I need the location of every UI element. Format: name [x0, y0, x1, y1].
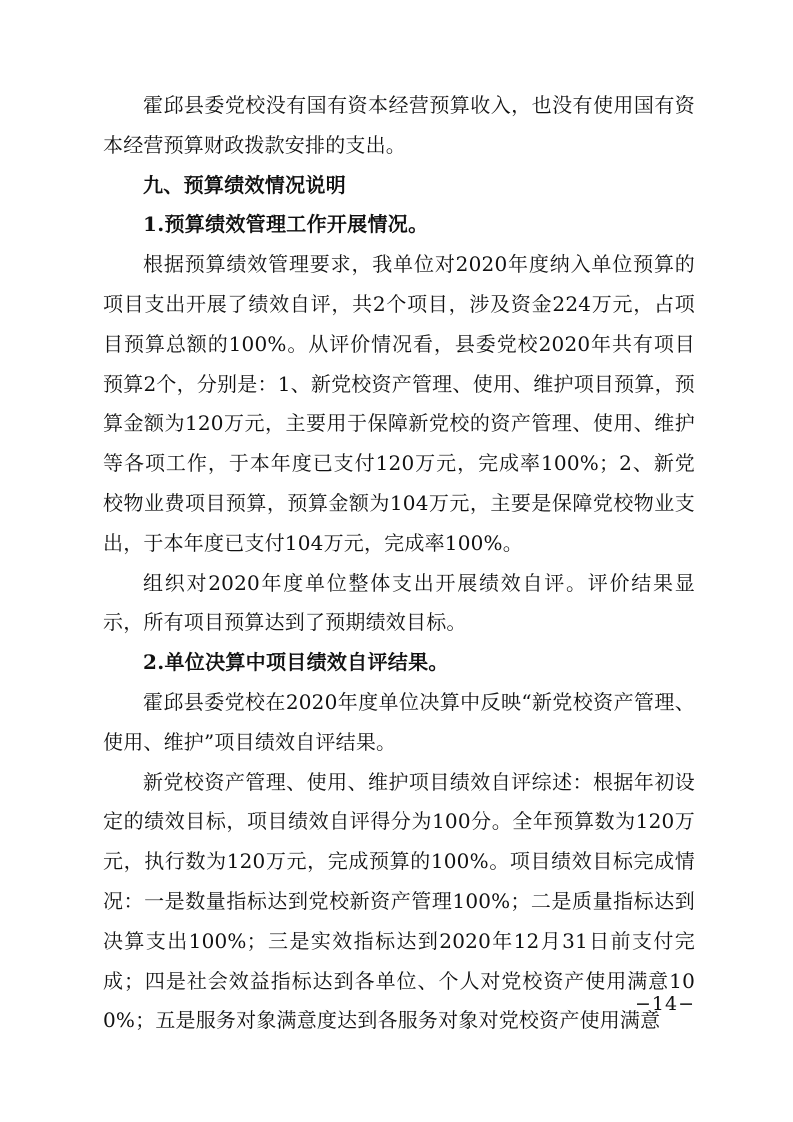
subheading-project-results: 2.单位决算中项目绩效自评结果。 — [143, 650, 449, 675]
paragraph-project-results-intro: 霍邱县委党校在2020年度单位决算中反映“新党校资产管理、使用、维护”项目绩效自评结果。 — [103, 689, 695, 754]
paragraph-project-summary: 新党校资产管理、使用、维护项目绩效自评综述：根据年初设定的绩效目标，项目绩效自评得分为100分。全年预算数为120万元，执行数为120万元，完成预算的100%。项目绩效目标完成情况：一是数量指标达到党校新资产管理100%；二是质量指标达到决算支出100%；三是实效指标达到2020年12月31日前支付完成；四是社会效益指标达到各单位、个人对党校资产使用满意100%；五是服务对象满意度达到各服务对象对党校资产使用满意 — [103, 769, 695, 1033]
subheading-performance-management: 1.预算绩效管理工作开展情况。 — [143, 212, 429, 237]
paragraph-self-evaluation-projects: 根据预算绩效管理要求，我单位对2020年度纳入单位预算的项目支出开展了绩效自评，共2个项目，涉及资金224万元，占项目预算总额的100%。从评价情况看，县委党校2020年共有项目预算2个，分别是：1、新党校资产管理、使用、维护项目预算，预算金额为120万元，主要用于保障新党校的资产管理、使用、维护等各项工作，于本年度已支付120万元，完成率100%；2、新党校物业费项目预算，预算金额为104万元，主要是保障党校物业支出，于本年度已支付104万元，完成率100%。 — [103, 252, 695, 555]
paragraph-state-capital-budget: 霍邱县委党校没有国有资本经营预算收入，也没有使用国有资本经营预算财政拨款安排的支出。 — [103, 93, 695, 157]
paragraph-overall-evaluation: 组织对2020年度单位整体支出开展绩效自评。评价结果显示，所有项目预算达到了预期绩效目标。 — [103, 570, 695, 635]
page-number: −14− — [634, 993, 695, 1015]
section-heading-performance: 九、预算绩效情况说明 — [143, 172, 346, 197]
page-body — [103, 86, 695, 1041]
